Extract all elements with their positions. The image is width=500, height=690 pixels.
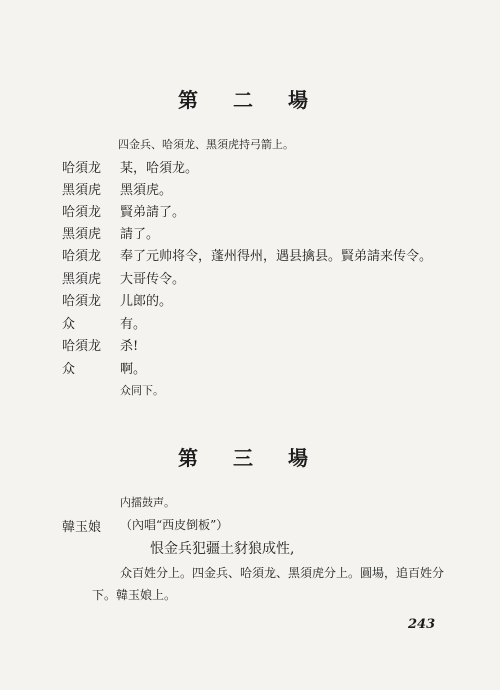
speaker-name: 黑須虎 bbox=[62, 272, 102, 287]
speaker-name: 哈須龙 bbox=[62, 161, 102, 176]
speech-text: 奉了元帅将令，蓬州得州，遇县擒县。賢弟請来传令。 bbox=[120, 249, 433, 264]
speech-text: 請了。 bbox=[120, 227, 160, 242]
speech-text: 杀! bbox=[120, 339, 139, 354]
stage-direction-line-1: 众百姓分上。四金兵、哈須龙、黑須虎分上。圓場，追百姓分 bbox=[120, 566, 445, 580]
scene-2-title: 第 二 場 bbox=[178, 88, 322, 112]
stage-direction-line-2: 下。韓玉娘上。 bbox=[92, 588, 177, 602]
sing-direction: （內唱“西皮倒板”） bbox=[120, 518, 229, 532]
stage-direction-exit: 众同下。 bbox=[120, 384, 164, 397]
dialogue-line bbox=[0, 290, 500, 310]
speaker-name: 哈須龙 bbox=[62, 205, 102, 220]
scene-3-title: 第 三 場 bbox=[178, 446, 322, 470]
speaker-name: 韓玉娘 bbox=[62, 520, 102, 535]
speech-text: 大哥传令。 bbox=[120, 272, 186, 287]
dialogue-line bbox=[0, 223, 500, 243]
speech-text: 啊。 bbox=[120, 362, 147, 377]
speaker-name: 哈須龙 bbox=[62, 294, 102, 309]
stage-direction-enter: 四金兵、哈須龙、黑須虎持弓箭上。 bbox=[118, 138, 294, 151]
speech-text: 黑須虎。 bbox=[120, 183, 173, 198]
speaker-name: 哈須龙 bbox=[62, 339, 102, 354]
dialogue-line bbox=[0, 201, 500, 221]
dialogue-line bbox=[0, 335, 500, 355]
dialogue-line bbox=[0, 179, 500, 199]
speaker-name: 哈須龙 bbox=[62, 249, 102, 264]
speaker-name: 众 bbox=[62, 317, 76, 332]
speaker-name: 黑須虎 bbox=[62, 183, 102, 198]
dialogue-line bbox=[0, 157, 500, 177]
speech-text: 儿郎的。 bbox=[120, 294, 173, 309]
speech-text: 某，哈須龙。 bbox=[120, 161, 199, 176]
dialogue-line bbox=[0, 313, 500, 333]
speaker-name: 众 bbox=[62, 362, 76, 377]
stage-direction-drum: 内擂鼓声。 bbox=[120, 496, 175, 509]
page-number: 243 bbox=[408, 617, 436, 632]
dialogue-line bbox=[0, 516, 500, 536]
speech-text: 有。 bbox=[120, 317, 147, 332]
dialogue-line bbox=[0, 245, 500, 265]
speech-text: 賢弟請了。 bbox=[120, 205, 186, 220]
sung-lyric: 恨金兵犯疆土豺狼成性, bbox=[150, 541, 295, 557]
speaker-name: 黑須虎 bbox=[62, 227, 102, 242]
dialogue-line bbox=[0, 358, 500, 378]
dialogue-line bbox=[0, 268, 500, 288]
